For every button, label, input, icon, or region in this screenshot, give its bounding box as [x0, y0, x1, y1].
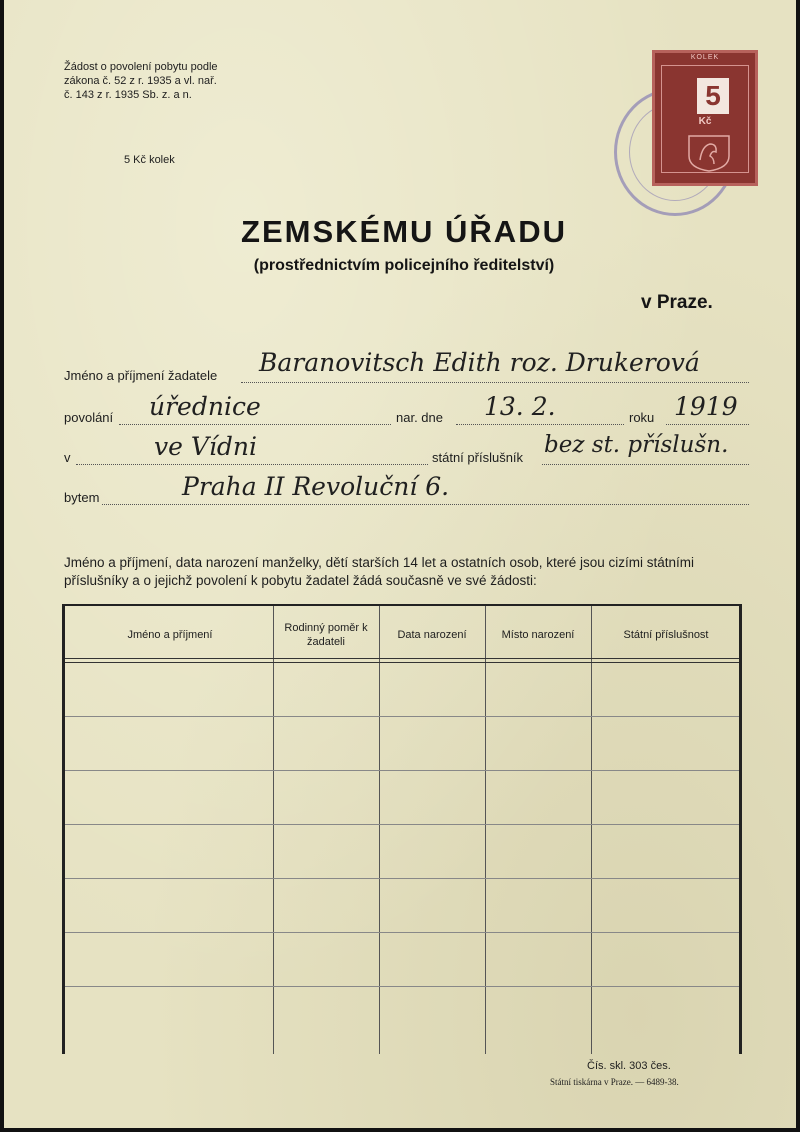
place-line	[76, 464, 428, 465]
citizenship-value[interactable]: bez st. příslušn.	[544, 432, 729, 458]
column-header-name: Jméno a příjmení	[127, 629, 213, 641]
page-subtitle: (prostřednictvím policejního ředitelství)	[253, 257, 555, 274]
law-line: č. 143 z r. 1935 Sb. z. a n.	[64, 89, 192, 101]
name-label: Jméno a příjmení žadatele	[64, 368, 218, 383]
header-divider	[65, 662, 739, 663]
row-divider	[65, 932, 739, 933]
year-value[interactable]: 1919	[674, 392, 738, 421]
name-line	[241, 382, 749, 383]
catalog-number: Čís. skl. 303 čes.	[587, 1060, 671, 1072]
column-header-relation: Rodinný poměr k žadateli	[284, 622, 368, 648]
printer-line: Státní tiskárna v Praze. — 6489-38.	[550, 1077, 679, 1087]
place-label: v	[64, 450, 71, 465]
column-header-birthdate: Data narození	[397, 629, 467, 641]
stamp-unit: Kč	[698, 116, 712, 127]
occupation-line	[119, 424, 391, 425]
row-divider	[65, 716, 739, 717]
occupation-label: povolání	[64, 410, 114, 425]
law-line: Žádost o povolení pobytu podle	[64, 61, 218, 73]
family-members-table	[62, 604, 742, 1054]
birth-line	[456, 424, 624, 425]
page-title: ZEMSKÉMU ÚŘADU	[241, 214, 567, 249]
year-label: roku	[629, 410, 655, 425]
city-label: v Praze.	[641, 292, 713, 313]
row-divider	[65, 986, 739, 987]
application-form	[4, 0, 796, 1128]
row-divider	[65, 824, 739, 825]
birth-value[interactable]: 13. 2.	[484, 392, 556, 421]
birth-label: nar. dne	[396, 410, 443, 425]
residence-value[interactable]: Praha II Revoluční 6.	[182, 472, 450, 501]
revenue-stamp	[652, 50, 758, 186]
kolek-label: 5 Kč kolek	[124, 154, 175, 166]
lion-emblem-icon	[684, 132, 734, 172]
year-line	[666, 424, 749, 425]
row-divider	[65, 878, 739, 879]
column-header-birthplace: Místo narození	[501, 629, 575, 641]
occupation-value[interactable]: úřednice	[149, 392, 261, 421]
law-line: zákona č. 52 z r. 1935 a vl. nař.	[64, 75, 217, 87]
name-value[interactable]: Baranovitsch Edith roz. Drukerová	[259, 348, 700, 377]
family-instructions: Jméno a příjmení, data narození manželky, dětí starších 14 let a ostatních osob, které jsou cizími státními příslušníky a o jejichž povolení k pobytu žadatel žádá současně ve své žádosti:	[64, 555, 695, 588]
place-value[interactable]: ve Vídni	[154, 432, 258, 461]
citizenship-line	[542, 464, 749, 465]
stamp-top-text: KOLEK	[690, 54, 720, 61]
residence-line	[102, 504, 749, 505]
header-divider	[65, 658, 739, 659]
stamp-value: 5	[697, 78, 729, 114]
law-reference	[64, 60, 264, 102]
residence-label: bytem	[64, 490, 100, 505]
row-divider	[65, 770, 739, 771]
column-header-citizenship: Státní příslušnost	[623, 629, 709, 641]
citizenship-label: státní příslušník	[432, 450, 524, 465]
